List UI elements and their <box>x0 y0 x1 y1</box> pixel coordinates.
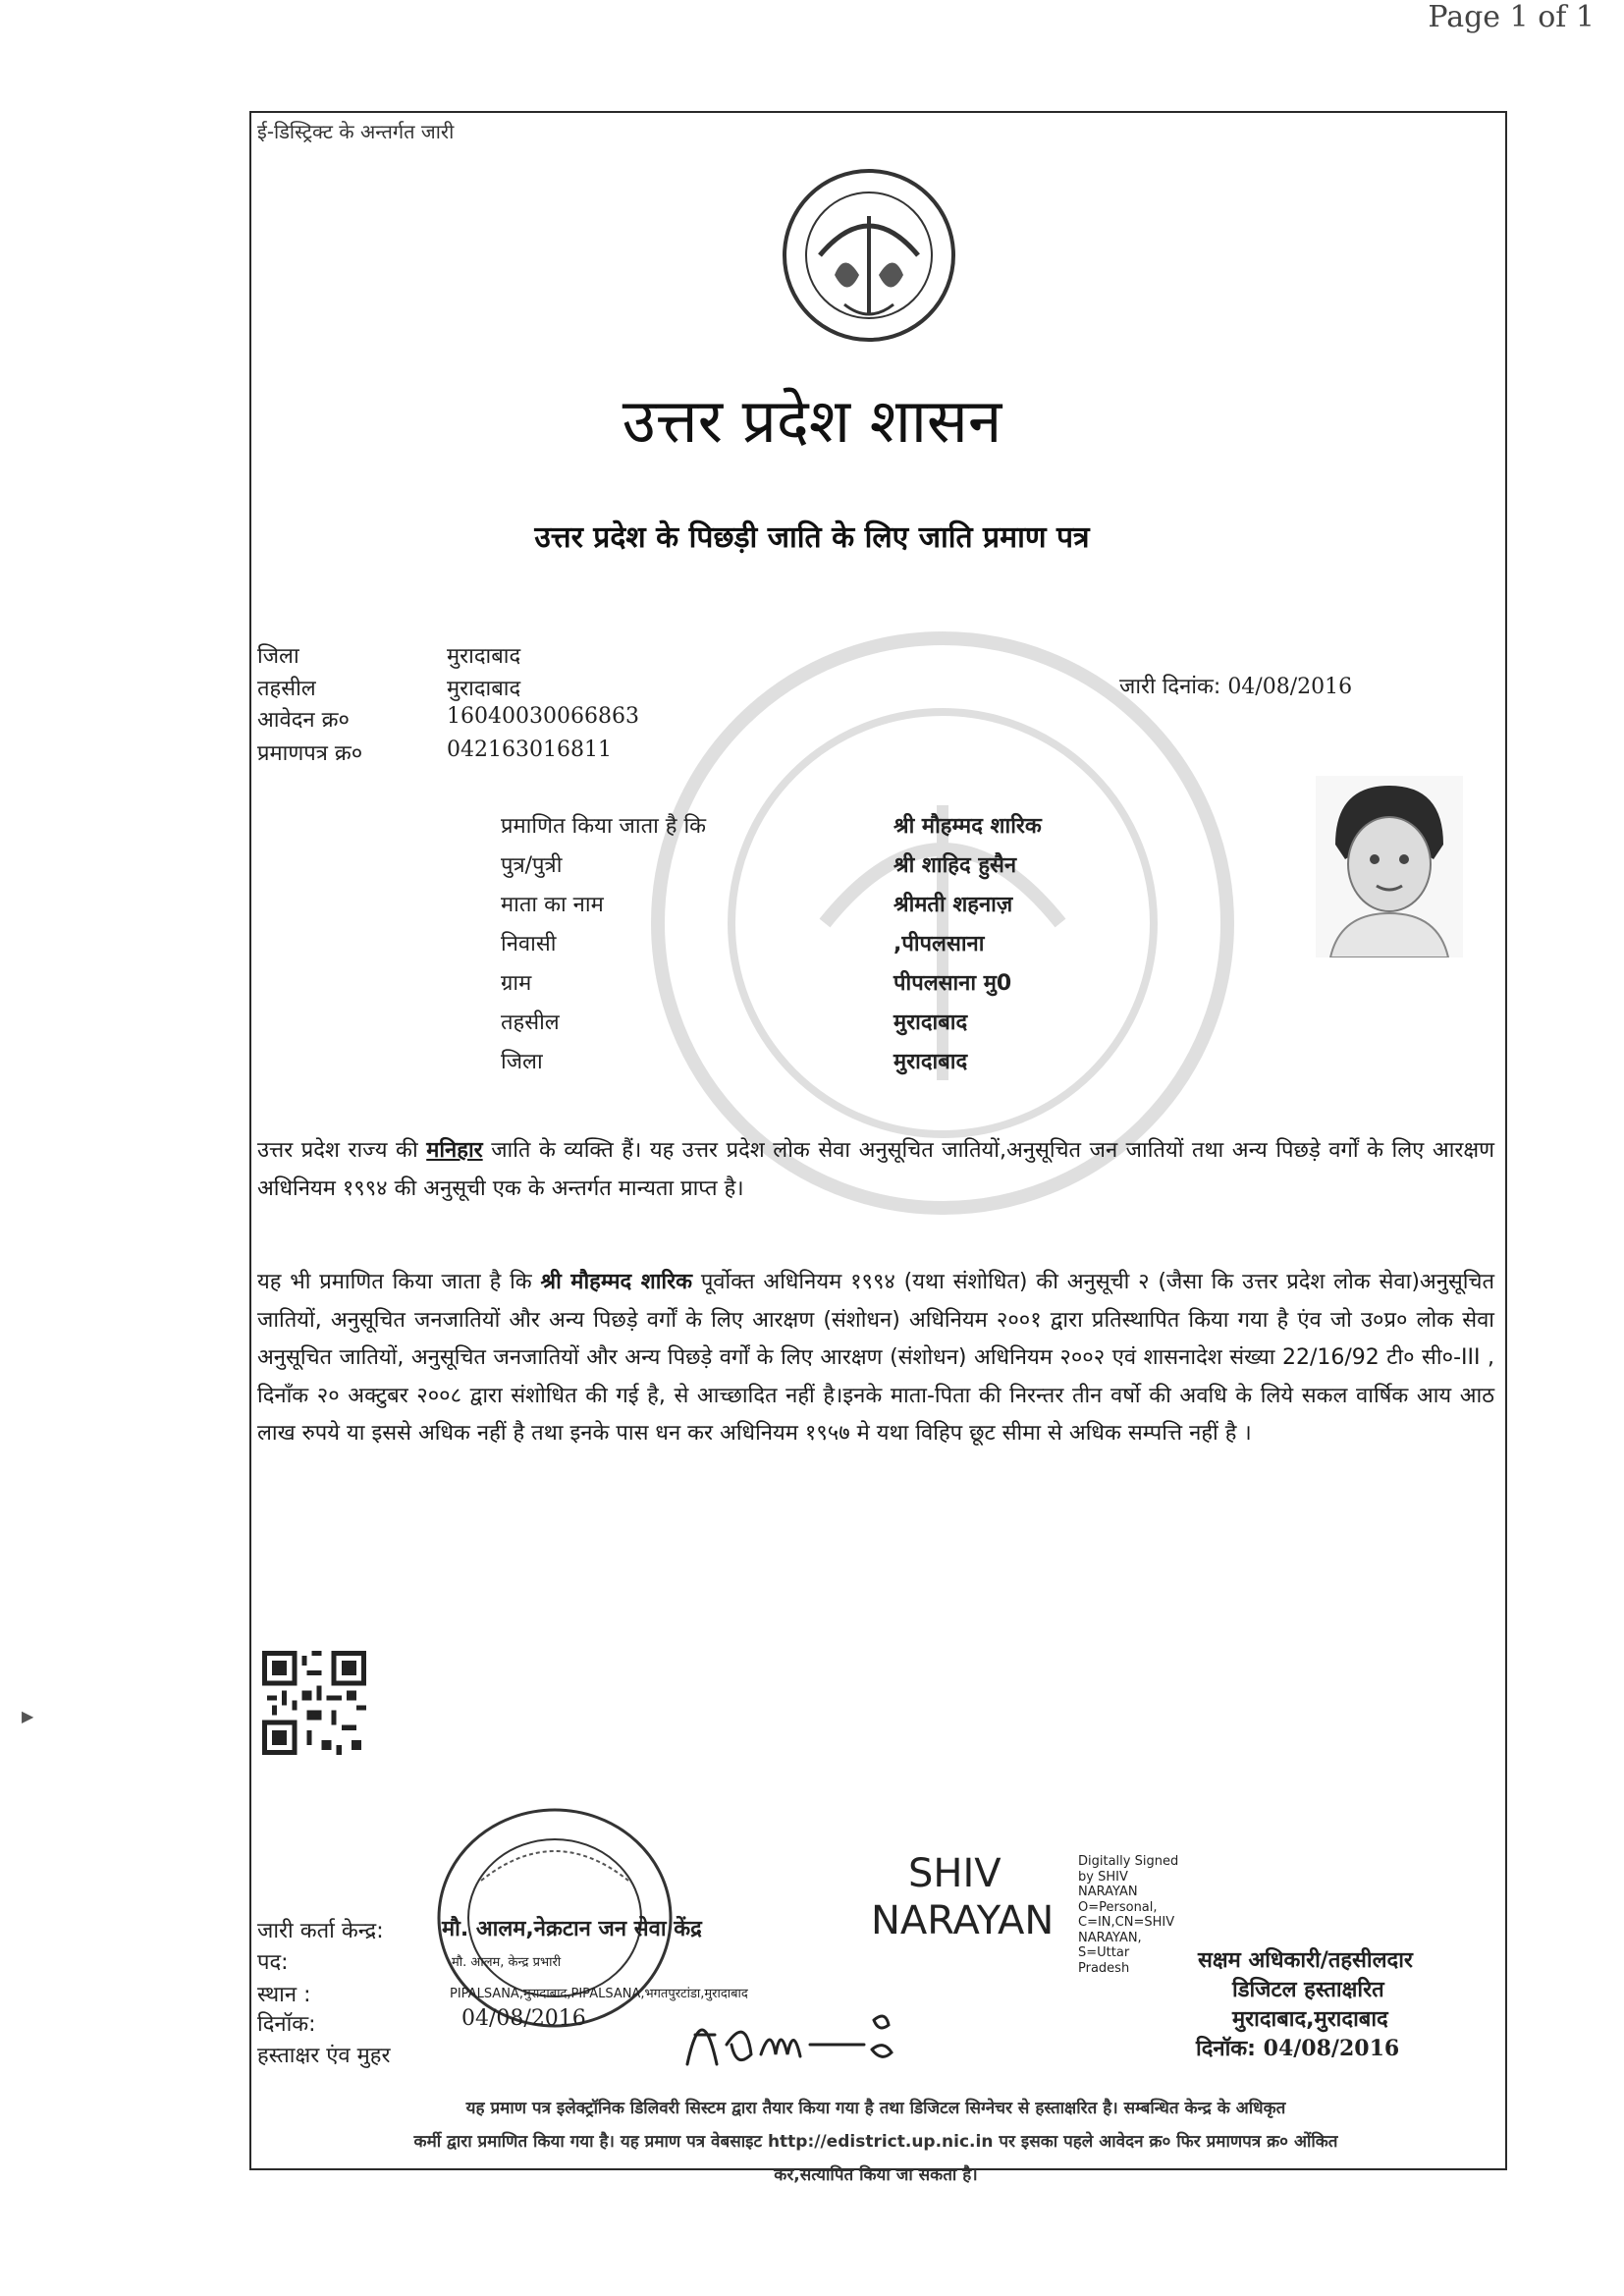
para2-suffix: पूर्वोक्त अधिनियम १९९४ (यथा संशोधित) की अनुसूची २ (जैसा कि उत्तर प्रदेश लोक सेवा)अनुसूचित जातियों, अनुसूचित जनजातियों और अन्य पिछड़े वर्गों के लिए आरक्षण (संशोधन) अधिनियम २००१ द्वारा प्रतिस्थापित किया गया है एंव जो उ०प्र० लोक सेवा अनुसूचित जातियों, अनुसूचित जनजातियों और अन्य पिछड़े वर्गों के लिए आरक्षण (संशोधन) अधिनियम २००२ एवं शासनादेश संख्या 22/16/92 टी० सी०-III , दिनाँक २० अक्टुबर २००८ द्वारा संशोधित की गई है, से आच्छादित नहीं है।इनके माता-पिता की निरन्तर तीन वर्षो की अवधि के लिये सकल वार्षिक आय आठ लाख रुपये या इससे अधिक नहीं है तथा इनके पास धन कर अधिनियम १९५७ मे यथा विहिप छूट सीमा से अधिक सम्पत्ति नहीं है । <box>257 1270 1495 1446</box>
tehsil-value: मुरादाबाद <box>447 677 521 701</box>
qr-code <box>262 1650 366 1756</box>
issue-date-label: जारी दिनांक: <box>1119 675 1221 699</box>
issuer-date-label: दिनॉक: <box>257 2012 316 2037</box>
page-number: Page 1 of 1 <box>1428 0 1595 34</box>
issuing-center-value: मौ. आलम,नेक्रटान जन सेवा केंद्र <box>442 1917 702 1941</box>
caste-declaration-paragraph <box>257 1132 1494 1208</box>
signer-name-line1: SHIV <box>908 1851 1001 1896</box>
watermark-seal <box>628 629 1257 1218</box>
cert-row-value: श्री शाहिद हुसैन <box>893 853 1017 878</box>
applicant-photo <box>1316 776 1463 957</box>
authority-location: मुरादाबाद,मुरादाबाद <box>1232 2007 1388 2032</box>
sig-note-line: by SHIV <box>1078 1869 1128 1885</box>
cert-row-label: तहसील <box>501 1011 560 1035</box>
post-value: मौ. आलम, केन्द्र प्रभारी <box>452 1955 562 1970</box>
post-label: पद: <box>257 1950 289 1975</box>
footer-line: यह प्रमाण पत्र इलेक्ट्रॉनिक डिलिवरी सिस्टम द्वारा तैयार किया गया है तथा डिजिटल सिग्नेचर से हस्ताक्षरित है। सम्बन्धित केन्द्र के अधिकृत <box>465 2099 1286 2118</box>
cert-row-label: माता का नाम <box>501 893 604 917</box>
scan-edge-mark: ▶ <box>22 1707 34 1725</box>
issue-date-value: 04/08/2016 <box>1227 675 1353 699</box>
verification-footer <box>257 2092 1494 2192</box>
issuing-center-label: जारी कर्ता केन्द्र: <box>257 1919 384 1943</box>
sig-note-line: Pradesh <box>1078 1960 1130 1976</box>
place-value: PIPALSANA,मुरादाबाद,PIPALSANA,भगतपुरटांडा,मुरादाबाद <box>450 1987 748 2001</box>
authority-date-value: 04/08/2016 <box>1263 2036 1400 2061</box>
caste-name: मनिहार <box>426 1138 483 1163</box>
place-label: स्थान : <box>257 1983 311 2007</box>
cert-row-value: श्रीमती शहनाज़ <box>893 893 1013 917</box>
cert-row-value: मुरादाबाद <box>893 1011 968 1035</box>
sig-note-line: NARAYAN, <box>1078 1930 1142 1945</box>
sig-note-line: NARAYAN <box>1078 1885 1138 1899</box>
page-title: उत्तर प्रदेश शासन <box>622 385 1002 457</box>
application-number-label: आवेदन क्र० <box>257 708 350 733</box>
up-government-emblem <box>761 157 977 354</box>
cert-row-value: मुरादाबाद <box>893 1050 968 1074</box>
sig-note-line: S=Uttar <box>1078 1945 1130 1960</box>
cert-row-label: ग्राम <box>501 971 532 996</box>
district-value: मुरादाबाद <box>447 644 521 669</box>
certificate-subtitle: उत्तर प्रदेश के पिछड़ी जाति के लिए जाति प्रमाण पत्र <box>534 520 1090 555</box>
footer-line: कर्मी द्वारा प्रमाणित किया गया है। यह प्रमाण पत्र वेबसाइट http://edistrict.up.nic.in पर इसका पहले आवेदन क्र० फिर प्रमाणपत्र क्र० ओंकित <box>413 2132 1338 2152</box>
cert-row-value: ,पीपलसाना <box>893 932 985 957</box>
cert-row-value: श्री मौहम्मद शारिक <box>893 814 1042 839</box>
cert-row-label: निवासी <box>501 932 557 957</box>
cert-row-label: प्रमाणित किया जाता है कि <box>501 814 707 839</box>
footer-line: कर,सत्यापित किया जा सकता है। <box>774 2165 978 2185</box>
handwritten-signature <box>677 1986 952 2079</box>
issued-under-text: ई-डिस्ट्रिक्ट के अन्तर्गत जारी <box>257 120 455 143</box>
signature-and-seal-label: हस्ताक्षर एंव मुहर <box>257 2044 391 2068</box>
para1-suffix: जाति के व्यक्ति हैं। यह उत्तर प्रदेश लोक सेवा अनुसूचित जातियों,अनुसूचित जन जातियों तथा अन्य पिछड़े वर्गों के लिए आरक्षण अधिनियम १९९४ की अनुसूची एक के अन्तर्गत मान्यता प्राप्त है। <box>257 1138 1495 1201</box>
cert-row-value: पीपलसाना मु0 <box>893 971 1012 996</box>
issue-date <box>1119 671 1352 700</box>
authority-date <box>1196 2033 1399 2062</box>
authority-date-label: दिनॉक: <box>1196 2037 1256 2061</box>
application-number-value: 16040030066863 <box>447 704 639 729</box>
authority-digitally-signed: डिजिटल हस्ताक्षरित <box>1232 1978 1384 2002</box>
authority-designation: सक्षम अधिकारी/तहसीलदार <box>1198 1948 1413 1973</box>
tehsil-label: तहसील <box>257 677 316 701</box>
applicant-name-bold: श्री मौहम्मद शारिक <box>540 1270 692 1294</box>
district-label: जिला <box>257 644 299 669</box>
digital-signature-note <box>1078 1854 1178 1976</box>
creamy-layer-paragraph <box>257 1264 1494 1453</box>
issuer-date-value: 04/08/2016 <box>461 2006 586 2031</box>
cert-row-label: जिला <box>501 1050 543 1074</box>
signer-name-line2: NARAYAN <box>871 1898 1055 1943</box>
sig-note-line: O=Personal, <box>1078 1899 1158 1915</box>
certificate-number-label: प्रमाणपत्र क्र० <box>257 741 363 766</box>
certificate-number-value: 042163016811 <box>447 738 612 762</box>
para1-prefix: उत्तर प्रदेश राज्य की <box>257 1138 418 1163</box>
sig-note-line: Digitally Signed <box>1078 1854 1179 1869</box>
sig-note-line: C=IN,CN=SHIV <box>1078 1915 1175 1930</box>
cert-row-label: पुत्र/पुत्री <box>501 853 563 878</box>
para2-prefix: यह भी प्रमाणित किया जाता है कि <box>257 1270 532 1294</box>
